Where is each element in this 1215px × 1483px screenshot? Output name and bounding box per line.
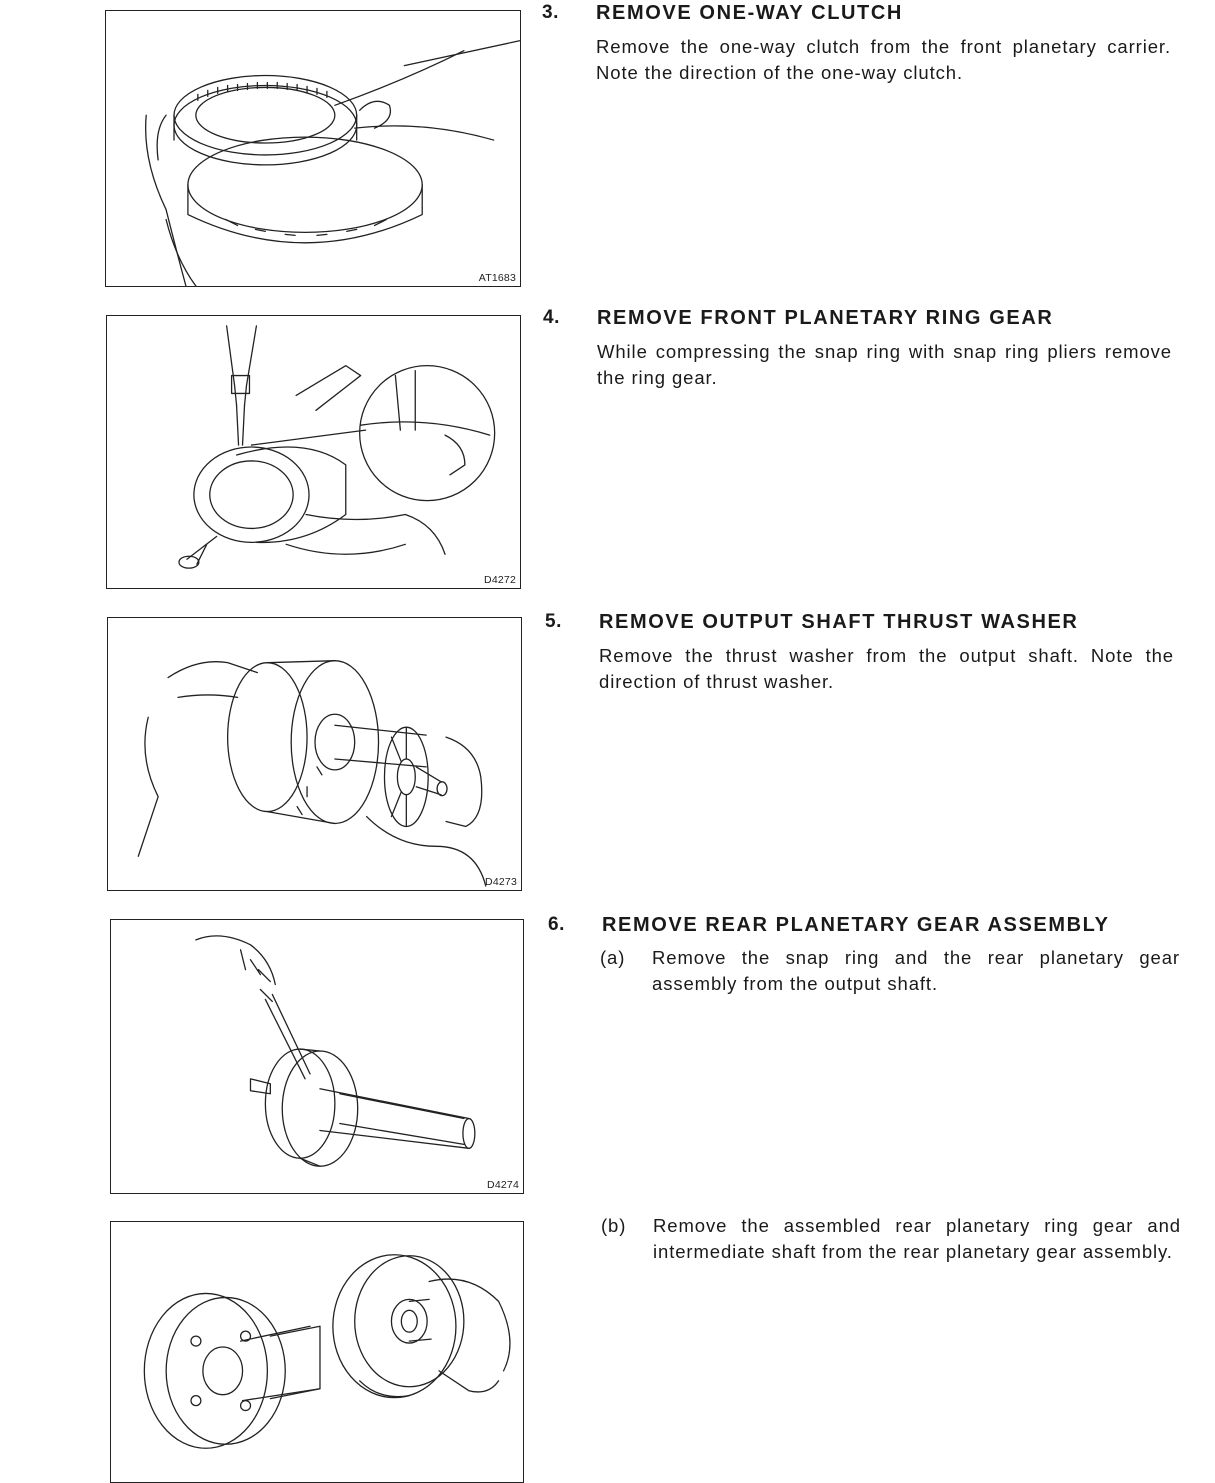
step-title: REMOVE ONE-WAY CLUTCH <box>596 2 903 24</box>
step-title: REMOVE FRONT PLANETARY RING GEAR <box>597 307 1054 329</box>
step-number: 6. <box>548 914 565 935</box>
substep-text: Remove the snap ring and the rear planetary gear assembly from the output shaft. <box>652 947 1180 994</box>
step-number: 3. <box>542 2 559 23</box>
figure-code: D4274 <box>487 1179 519 1191</box>
figure-rear-planetary-gear-assembly <box>110 919 524 1194</box>
ring-gear-illustration <box>107 316 520 588</box>
figure-code: D4273 <box>485 876 517 888</box>
figure-output-shaft-thrust-washer <box>107 617 522 891</box>
figure-ring-gear-intermediate-shaft <box>110 1221 524 1483</box>
step-instructions: While compressing the snap ring with snap ring pliers remove the ring gear. <box>597 341 1172 388</box>
step-instructions: Remove the thrust washer from the output shaft. Note the direction of thrust washer. <box>599 645 1174 692</box>
ring-gear-shaft-illustration <box>111 1222 523 1482</box>
figure-one-way-clutch <box>105 10 521 287</box>
one-way-clutch-illustration <box>106 11 520 286</box>
step-number: 4. <box>543 307 560 328</box>
step-title: REMOVE OUTPUT SHAFT THRUST WASHER <box>599 611 1079 633</box>
figure-code: AT1683 <box>478 272 516 284</box>
step-title: REMOVE REAR PLANETARY GEAR ASSEMBLY <box>602 914 1110 936</box>
thrust-washer-illustration <box>108 618 521 890</box>
figure-code: D4272 <box>484 574 516 586</box>
figure-front-planetary-ring-gear <box>106 315 521 589</box>
substep-text: Remove the assembled rear planetary ring gear and intermediate shaft from the rear planetary gear assembly. <box>653 1215 1181 1262</box>
step-number: 5. <box>545 611 562 632</box>
rear-planetary-illustration <box>111 920 523 1193</box>
substep-label: (a) <box>600 947 626 968</box>
substep-label: (b) <box>601 1215 627 1236</box>
step-instructions: Remove the one-way clutch from the front planetary carrier. Note the direction of the one-way clutch. <box>596 36 1171 83</box>
